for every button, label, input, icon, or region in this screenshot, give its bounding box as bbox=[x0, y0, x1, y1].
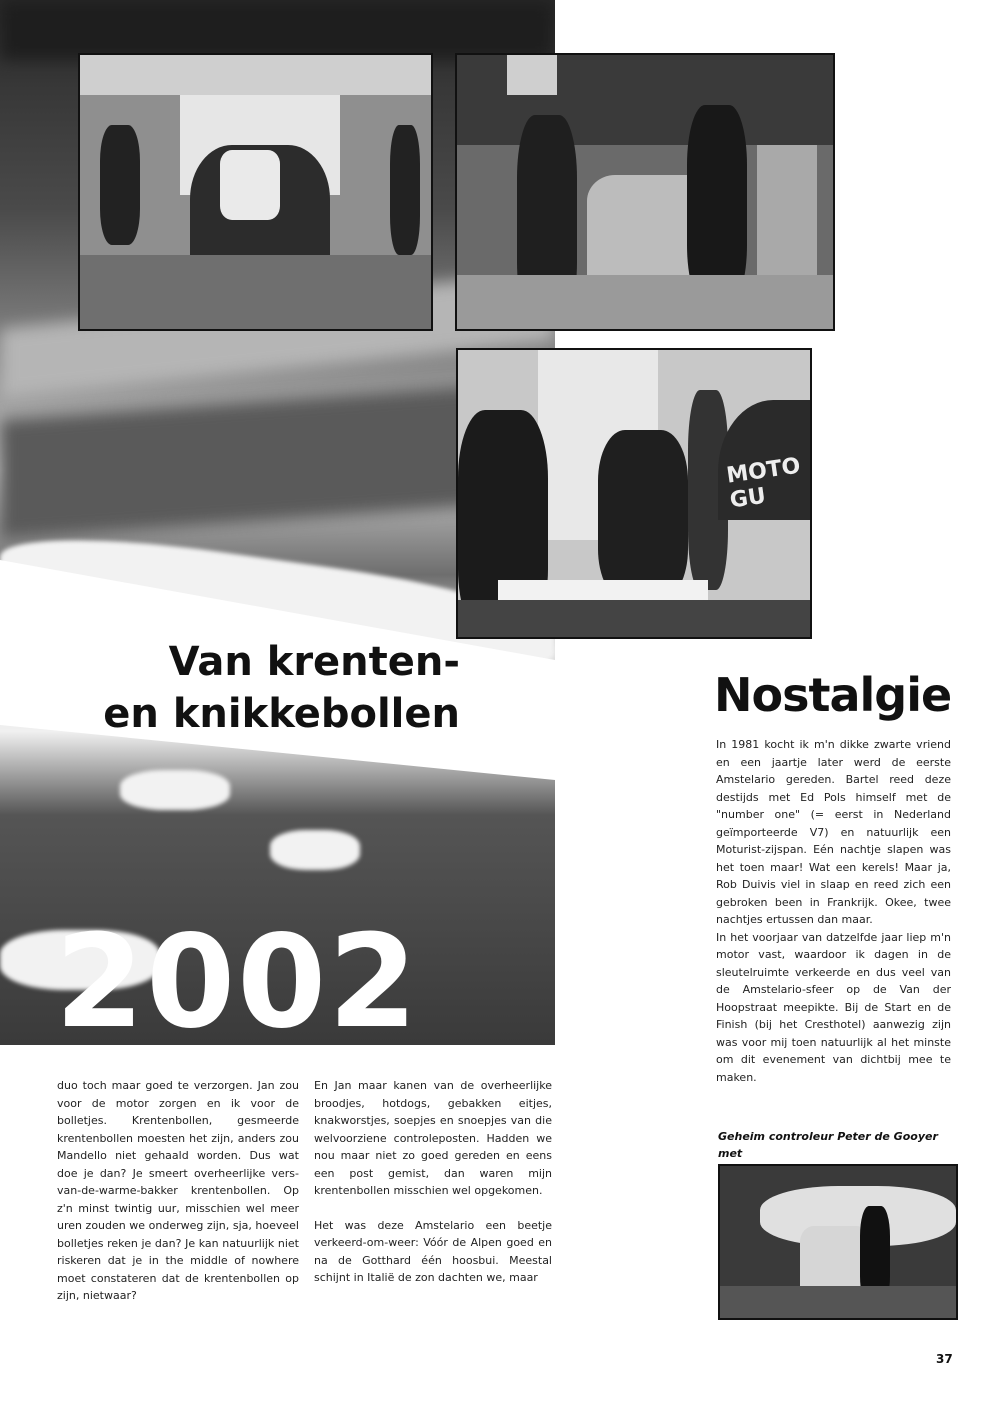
column-2-paragraph-1: En Jan maar kanen van de overheerlijke broodjes, hotdogs, gebakken eitjes, knakworstjes, soepjes en snoepjes van die welvoorziene controleposten. Hadden we nou maar niet zo goed gereden en eens een post gemist, dan waren mijn krentenbollen misschien wel opgekomen. bbox=[314, 1079, 552, 1197]
caption-line-1: Geheim controleur Peter de Gooyer met bbox=[718, 1130, 938, 1160]
photo-controlepost-snacks bbox=[456, 348, 812, 639]
nostalgie-paragraph-1: In 1981 kocht ik m'n dikke zwarte vriend en een jaartje later werd de eerste Amstelario gereden. Bartel reed deze destijds met Ed Pols himself met de "number one" (= eerst in Nederland geïmporteerde V7) en natuurlijk een Moturist-zijspan. Eén nachtje slapen was het toen maar! Wat een kerels! Maar ja, Rob Duivis viel in slaap en reed zich een gebroken been in Frankrijk. Okee, twee nachtjes ertussen dan maar. bbox=[716, 738, 951, 926]
column-1-paragraph: duo toch maar goed te verzorgen. Jan zou voor de motor zorgen en ik voor de bolletjes. Krentenbollen, gesmeerde krentenbollen moesten het zijn, anders zou Mandello niet gehaald worden. Dus wat doe je dan? Je smeert overheerlijke vers-van-de-warme-bakker krentenbollen. Op z'n minst twintig uur, misschien wel meer uren zouden we onderweg zijn, sja, hoeveel bolletjes reken je dan? Je kan natuurlijk niet riskeren dat je in the middle of nowhere moet constateren dat de krentenbollen op zijn, nietwaar? bbox=[57, 1079, 299, 1302]
year-overlay: 2002 bbox=[55, 908, 420, 1057]
article-column-1 bbox=[57, 1077, 299, 1305]
photo-gotthard-tunnel bbox=[718, 1164, 958, 1320]
title-line-2: en knikkebollen bbox=[103, 691, 460, 737]
column-2-paragraph-2: Het was deze Amstelario een beetje verkeerd-om-weer: Vóór de Alpen goed en na de Gotthard één hoosbui. Meestal schijnt in Italië de zon dachten we, maar bbox=[314, 1218, 552, 1284]
article-title bbox=[60, 636, 460, 740]
title-line-1: Van krenten- bbox=[168, 639, 460, 685]
nostalgie-paragraph-2: In het voorjaar van datzelfde jaar liep m'n motor vast, waardoor ik dagen in de sleutelruimte verkeerde en dus veel van de Amstelario-sfeer op de Van der Hoopstraat meepikte. Bij de Start en de Finish (bij het Cresthotel) aanwezig zijn was voor mij toen natuurlijk al het minste om dit evenement van dichtbij mee te maken. bbox=[716, 930, 951, 1084]
moto-guzzi-sign: MOTO GU bbox=[724, 453, 802, 514]
nostalgie-text bbox=[716, 736, 951, 1086]
nostalgie-heading: Nostalgie bbox=[714, 668, 952, 722]
photo-riders-group bbox=[455, 53, 835, 331]
article-column-2 bbox=[314, 1077, 552, 1287]
page-number: 37 bbox=[936, 1352, 953, 1366]
photo-motorcycle-parking-lot bbox=[78, 53, 433, 331]
